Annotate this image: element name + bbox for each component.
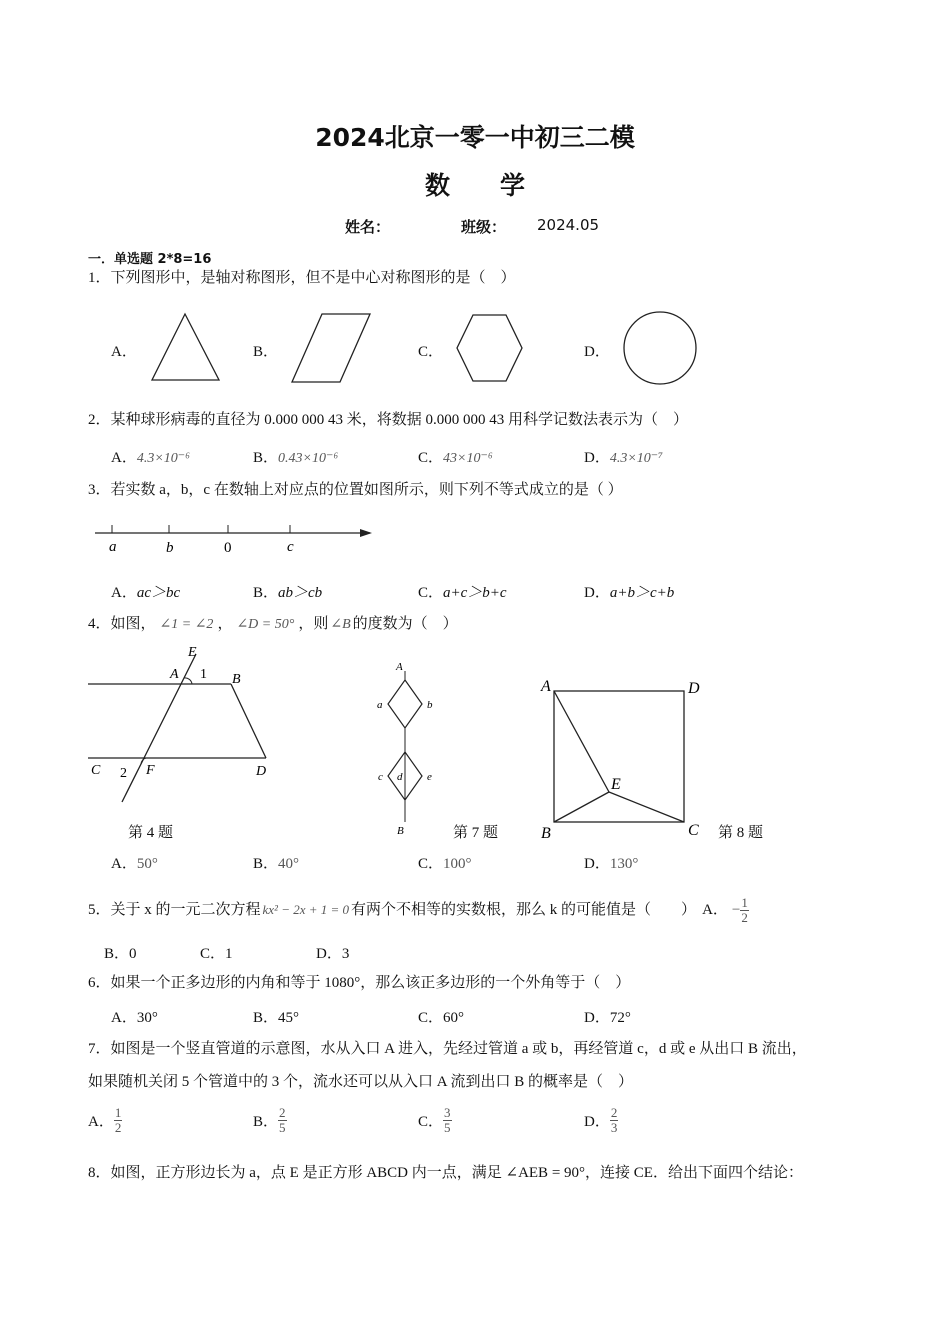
svg-text:b: b: [427, 699, 433, 711]
question-3-stem: 3．若实数 a，b，c 在数轴上对应点的位置如图所示，则下列不等式成立的是（ ）: [88, 482, 623, 498]
q1-figures: [0, 300, 950, 390]
exam-date: 2024.05: [537, 216, 600, 234]
figure-8: [535, 672, 715, 842]
q4-option-c: C．100°: [418, 856, 472, 872]
svg-text:A: A: [396, 661, 403, 673]
number-line: [90, 518, 380, 560]
svg-text:D: D: [256, 764, 267, 779]
question-7-line1: 7．如图是一个竖直管道的示意图，水从入口 A 进入，先经过管道 a 或 b，再经管道 c，d 或 e 从出口 B 流出，: [88, 1041, 807, 1057]
q1-option-d: D．: [584, 344, 610, 360]
svg-text:A: A: [170, 667, 179, 682]
q4-option-d: D．130°: [584, 856, 639, 872]
svg-text:A: A: [541, 678, 551, 695]
q2-option-d: D．4.3×10⁻⁷: [584, 450, 664, 466]
q3-option-a: A．ac＞bc: [111, 585, 181, 601]
q3-option-c: C．a+c＞b+c: [418, 585, 507, 601]
svg-text:2: 2: [120, 766, 127, 781]
triangle-icon: [152, 314, 219, 380]
q2-option-a: A．4.3×10⁻⁶: [111, 450, 191, 466]
q7-option-d: D． $\frac{2}{3}$: [584, 1105, 618, 1135]
q1-option-a: A．: [111, 344, 137, 360]
svg-text:d: d: [397, 771, 403, 783]
axis-label-0: 0: [224, 540, 232, 556]
section-heading: 一．单选题 2*8=16: [88, 252, 212, 267]
figure-4-caption: 第 4 题: [128, 825, 174, 841]
question-7-line2: 如果随机关闭 5 个管道中的 3 个，流水还可以从入口 A 流到出口 B 的概率是（ ）: [88, 1074, 634, 1090]
question-4-stem: 4．如图， ∠1 = ∠2 ， ∠D = 50° ，则 ∠B 的度数为（ ）: [88, 616, 458, 632]
class-label: 班级：: [461, 218, 507, 236]
svg-text:1: 1: [200, 667, 207, 682]
question-5-stem: 5．关于 x 的一元二次方程 kx² − 2x + 1 = 0 有两个不相等的实数根，那么 k 的可能值是（ ） A． − $\frac{1}{2}$: [88, 894, 748, 925]
q7-option-c: C． $\frac{3}{5}$: [418, 1105, 451, 1135]
q3-option-d: D．a+b＞c+b: [584, 585, 675, 601]
q6-option-c: C．60°: [418, 1010, 465, 1026]
q1-option-b: B．: [253, 344, 279, 360]
figure-4: [86, 640, 286, 840]
question-6-stem: 6．如果一个正多边形的内角和等于 1080°，那么该正多边形的一个外角等于（ ）: [88, 975, 631, 991]
question-2-stem: 2．某种球形病毒的直径为 0.000 000 43 米，将数据 0.000 000 43 用科学记数法表示为（ ）: [88, 412, 689, 428]
svg-text:B: B: [397, 825, 404, 837]
hexagon-icon: [457, 315, 522, 381]
svg-text:c: c: [378, 771, 383, 783]
q3-option-b: B．ab＞cb: [253, 585, 323, 601]
figure-8-caption: 第 8 题: [718, 825, 764, 841]
q6-option-d: D．72°: [584, 1010, 631, 1026]
q1-option-c: C．: [418, 344, 444, 360]
q7-option-a: A． $\frac{1}{2}$: [88, 1105, 122, 1135]
q2-option-b: B．0.43×10⁻⁶: [253, 450, 339, 466]
q4-option-b: B．40°: [253, 856, 300, 872]
q5-option-b: B．0: [104, 946, 137, 962]
parallelogram-icon: [292, 314, 370, 382]
exam-title: 2024北京一零一中初三二模: [315, 123, 635, 152]
q5-option-c: C．1: [200, 946, 233, 962]
svg-text:E: E: [188, 645, 197, 660]
svg-text:E: E: [611, 776, 621, 793]
axis-label-c: c: [287, 539, 294, 555]
figure-7: [370, 656, 450, 841]
svg-text:e: e: [427, 771, 432, 783]
q6-option-a: A．30°: [111, 1010, 158, 1026]
q6-option-b: B．45°: [253, 1010, 300, 1026]
question-8-stem: 8．如图，正方形边长为 a，点 E 是正方形 ABCD 内一点，满足 ∠AEB = 90°，连接 CE．给出下面四个结论：: [88, 1165, 803, 1181]
q4-option-a: A．50°: [111, 856, 158, 872]
circle-icon: [624, 312, 696, 384]
svg-text:a: a: [377, 699, 383, 711]
svg-text:F: F: [146, 763, 155, 778]
q7-option-b: B． $\frac{2}{5}$: [253, 1105, 286, 1135]
subject-title: 数 学: [424, 171, 525, 200]
svg-text:B: B: [541, 825, 551, 842]
q5-option-d: D．3: [316, 946, 350, 962]
name-label: 姓名：: [345, 218, 391, 236]
q2-option-c: C．43×10⁻⁶: [418, 450, 493, 466]
svg-text:C: C: [91, 763, 101, 778]
axis-label-a: a: [109, 539, 117, 555]
svg-text:B: B: [232, 672, 241, 687]
svg-text:D: D: [688, 680, 700, 697]
axis-label-b: b: [166, 540, 174, 556]
svg-text:C: C: [688, 822, 699, 839]
question-1-stem: 1．下列图形中，是轴对称图形，但不是中心对称图形的是（ ）: [88, 270, 516, 286]
figure-7-caption: 第 7 题: [453, 825, 499, 841]
